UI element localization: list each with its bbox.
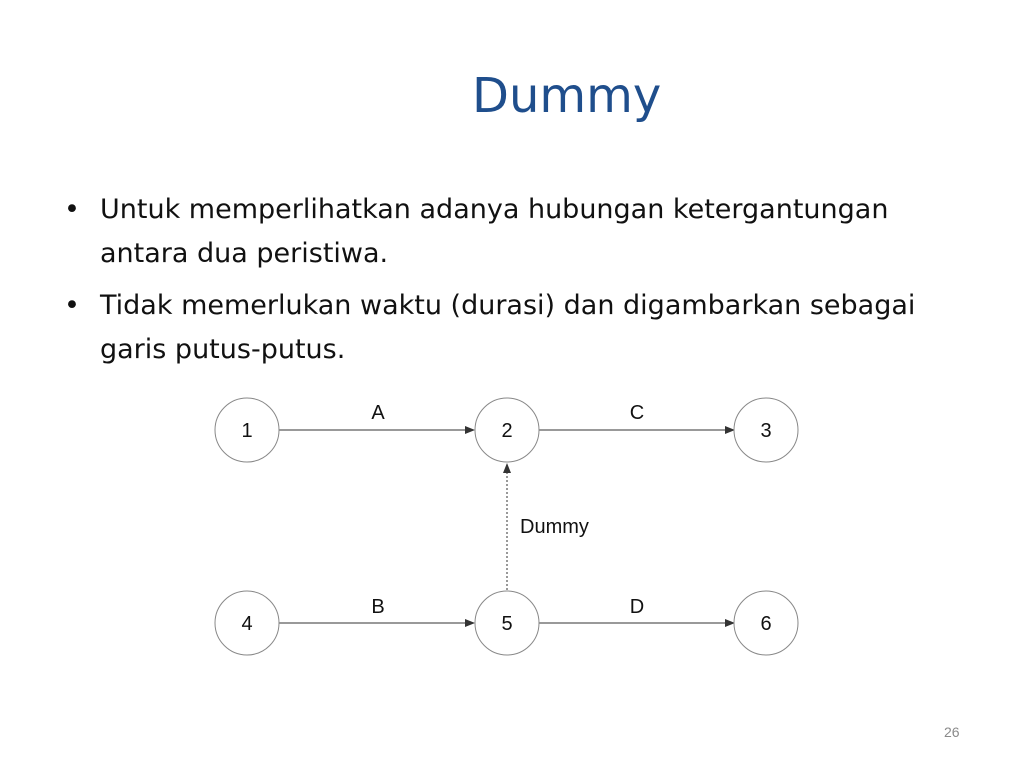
activity-label-b: B — [371, 596, 385, 618]
event-node-3 — [734, 398, 798, 462]
event-node-1 — [215, 398, 279, 462]
node-label: 6 — [760, 613, 772, 635]
event-node-6 — [734, 591, 798, 655]
bullet-glyph: • — [64, 290, 80, 321]
event-node-5 — [475, 591, 539, 655]
activity-label-d: D — [629, 596, 645, 618]
node-label: 1 — [241, 420, 253, 442]
activity-label-c: C — [629, 402, 645, 424]
event-node-4 — [215, 591, 279, 655]
slide-number: 26 — [944, 724, 960, 740]
activity-label-a: A — [371, 402, 385, 424]
node-label: 2 — [501, 420, 513, 442]
bullet-text: Untuk memperlihatkan adanya hubungan ketergantungan antara dua peristiwa. — [100, 194, 889, 269]
slide-title: Dummy — [472, 68, 662, 124]
node-label: 5 — [501, 613, 513, 635]
node-label: 3 — [760, 420, 772, 442]
bullet-glyph: • — [64, 194, 80, 225]
node-label: 4 — [241, 613, 253, 635]
bullet-text: Tidak memerlukan waktu (durasi) dan digambarkan sebagai garis putus-putus. — [100, 290, 916, 365]
dummy-label: Dummy — [520, 516, 589, 538]
event-node-2 — [475, 398, 539, 462]
